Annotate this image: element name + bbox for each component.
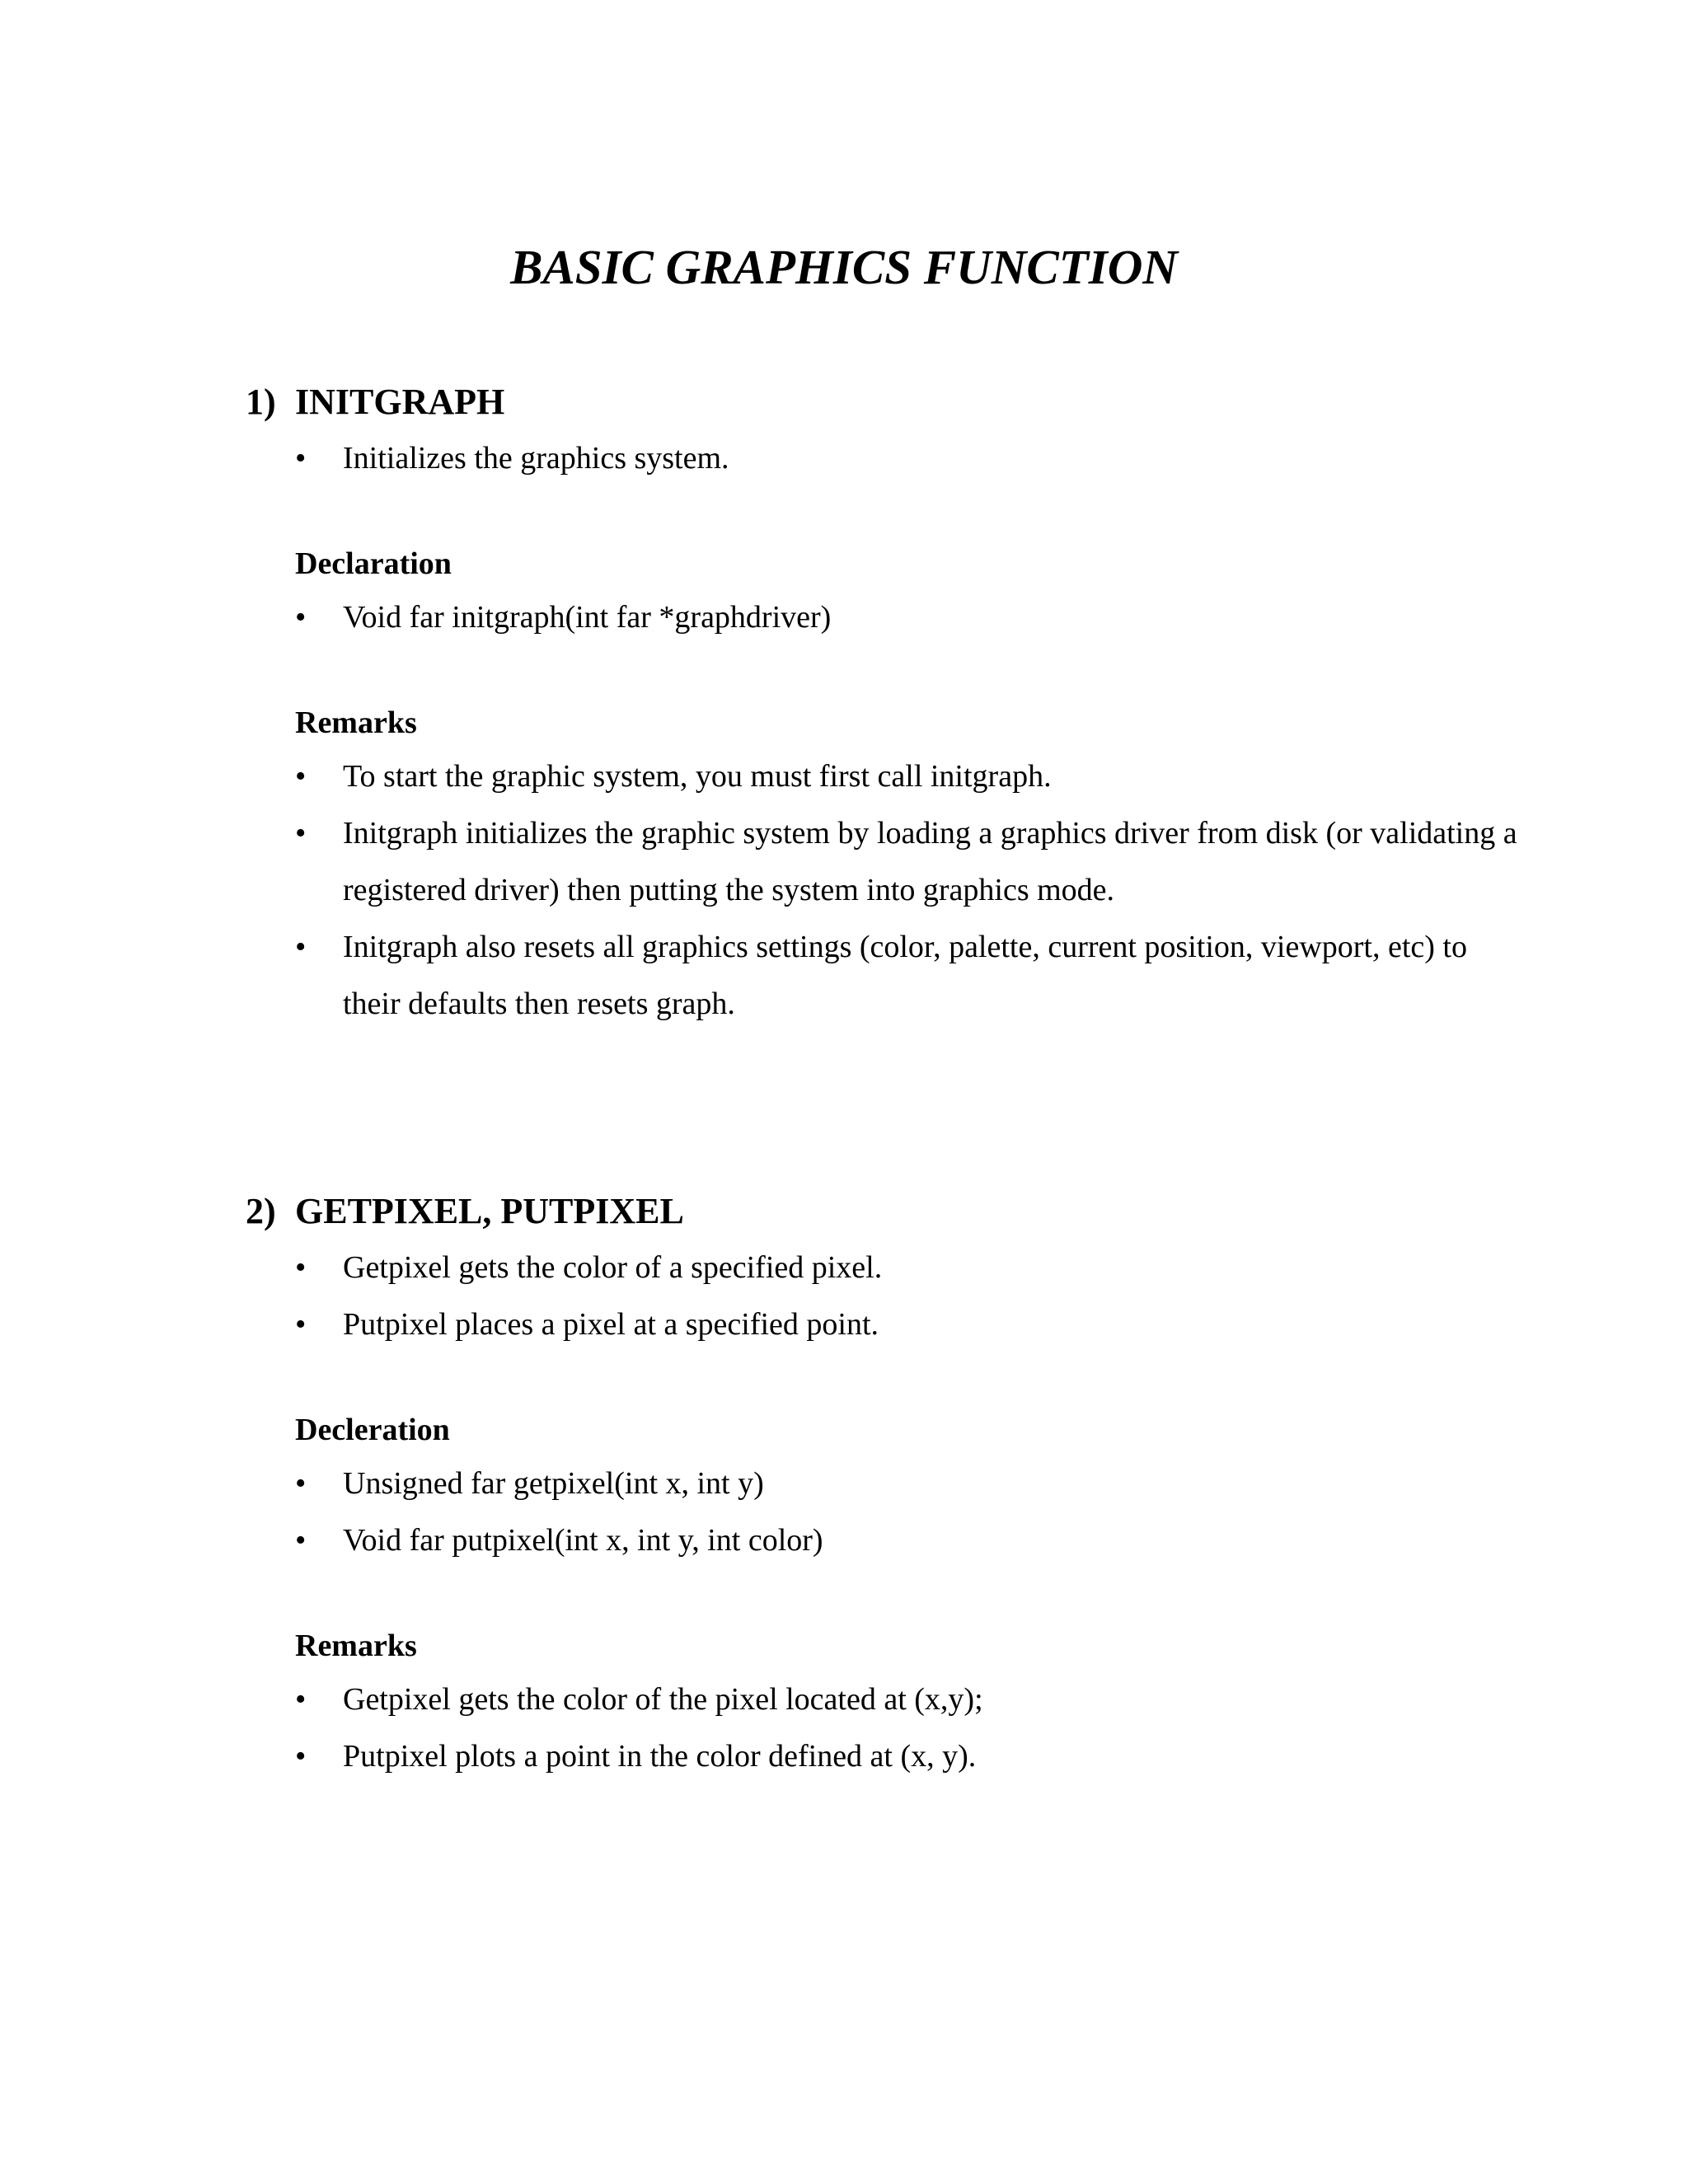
list-item bbox=[295, 805, 1531, 919]
intro-list bbox=[295, 1240, 1531, 1353]
bullet-icon: • bbox=[295, 600, 307, 635]
list-item bbox=[295, 589, 1531, 646]
section-number: 2) bbox=[246, 1191, 276, 1231]
list-item-text: Putpixel plots a point in the color defined at (x, y). bbox=[343, 1739, 977, 1774]
remarks-list bbox=[295, 1671, 1531, 1785]
list-item-text: To start the graphic system, you must first call initgraph. bbox=[343, 759, 1052, 794]
list-item-text: Unsigned far getpixel(int x, int y) bbox=[343, 1466, 764, 1501]
remarks-heading: Remarks bbox=[295, 1629, 417, 1663]
declaration-heading: Declaration bbox=[295, 546, 452, 581]
declaration-list bbox=[295, 589, 1531, 646]
section-number: 1) bbox=[246, 382, 276, 422]
list-item-text: Getpixel gets the color of a specified pixel. bbox=[343, 1250, 883, 1285]
list-item bbox=[295, 1240, 1531, 1296]
list-item bbox=[295, 1671, 1531, 1728]
section-title: GETPIXEL, PUTPIXEL bbox=[295, 1191, 684, 1231]
list-item-text: Void far putpixel(int x, int y, int color) bbox=[343, 1523, 823, 1558]
bullet-icon: • bbox=[295, 1466, 307, 1501]
list-item-text: Putpixel places a pixel at a specified point. bbox=[343, 1307, 879, 1342]
list-item-text: Getpixel gets the color of the pixel located at (x,y); bbox=[343, 1682, 983, 1717]
remarks-heading: Remarks bbox=[295, 705, 417, 740]
bullet-icon: • bbox=[295, 441, 307, 476]
bullet-icon: • bbox=[295, 1307, 307, 1342]
list-item bbox=[295, 919, 1531, 1033]
list-item bbox=[295, 1296, 1531, 1353]
list-item-text: Void far initgraph(int far *graphdriver) bbox=[343, 600, 832, 635]
list-item bbox=[295, 1728, 1531, 1785]
section-heading bbox=[246, 1187, 1531, 1236]
section-getpixel-putpixel bbox=[246, 1187, 1531, 1785]
section-initgraph bbox=[246, 377, 1531, 1033]
bullet-icon: • bbox=[295, 1739, 307, 1774]
remarks-list bbox=[295, 748, 1531, 1033]
bullet-icon: • bbox=[295, 1250, 307, 1285]
list-item bbox=[295, 430, 1531, 487]
bullet-icon: • bbox=[295, 816, 307, 851]
bullet-icon: • bbox=[295, 930, 307, 964]
list-item bbox=[295, 748, 1531, 805]
bullet-icon: • bbox=[295, 1523, 307, 1558]
list-item bbox=[295, 1455, 1531, 1512]
bullet-icon: • bbox=[295, 759, 307, 794]
section-title: INITGRAPH bbox=[295, 382, 505, 422]
bullet-icon: • bbox=[295, 1682, 307, 1717]
declaration-heading: Decleration bbox=[295, 1413, 450, 1447]
section-heading bbox=[246, 377, 1531, 427]
intro-list bbox=[295, 430, 1531, 487]
declaration-list bbox=[295, 1455, 1531, 1569]
list-item-text: Initgraph initializes the graphic system by loading a graphics driver from disk (or validating a registered driver) then putting the system into graphics mode. bbox=[343, 816, 1517, 907]
document-title: BASIC GRAPHICS FUNCTION bbox=[510, 240, 1178, 294]
list-item bbox=[295, 1512, 1531, 1569]
list-item-text: Initializes the graphics system. bbox=[343, 441, 729, 476]
list-item-text: Initgraph also resets all graphics settings (color, palette, current position, viewport, etc) to their defaults then resets graph. bbox=[343, 930, 1467, 1021]
